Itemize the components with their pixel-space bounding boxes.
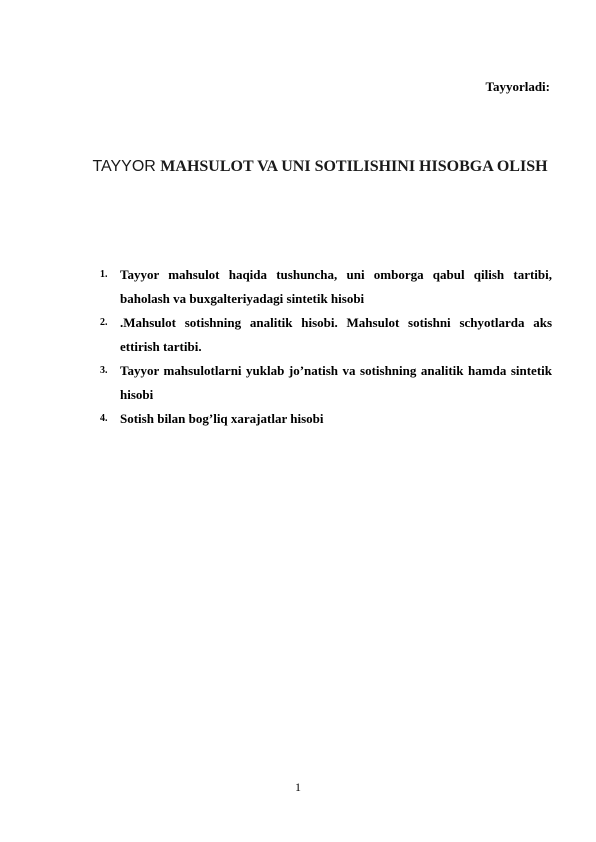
contents-item bbox=[100, 311, 552, 359]
contents-item-text: Tayyor mahsulot haqida tushuncha, uni omborga qabul qilish tartibi, baholash va buxgalteriyadagi sintetik hisobi bbox=[120, 267, 552, 306]
contents-item-number: 2. bbox=[100, 317, 108, 328]
contents-item bbox=[100, 407, 552, 431]
title-part-plain: TAYYOR bbox=[92, 158, 161, 175]
contents-item-number: 1. bbox=[100, 269, 108, 280]
document-title bbox=[60, 153, 580, 181]
title-part-bold: MAHSULOT VA UNI SOTILISHINI HISOBGA OLISH bbox=[160, 158, 548, 175]
contents-item-text: .Mahsulot sotishning analitik hisobi. Mahsulot sotishni schyotlarda aks ettirish tartibi. bbox=[120, 315, 552, 354]
contents-item-number: 3. bbox=[100, 365, 108, 376]
contents-list bbox=[100, 263, 552, 431]
contents-item bbox=[100, 263, 552, 311]
contents-item bbox=[100, 359, 552, 407]
page-number: 1 bbox=[295, 780, 301, 794]
contents-item-number: 4. bbox=[100, 413, 108, 424]
contents-item-text: Tayyor mahsulotlarni yuklab jo’natish va sotishning analitik hamda sintetik hisobi bbox=[120, 363, 552, 402]
prepared-by-label: Tayyorladi: bbox=[485, 79, 550, 94]
contents-item-text: Sotish bilan bog’liq xarajatlar hisobi bbox=[120, 411, 324, 426]
